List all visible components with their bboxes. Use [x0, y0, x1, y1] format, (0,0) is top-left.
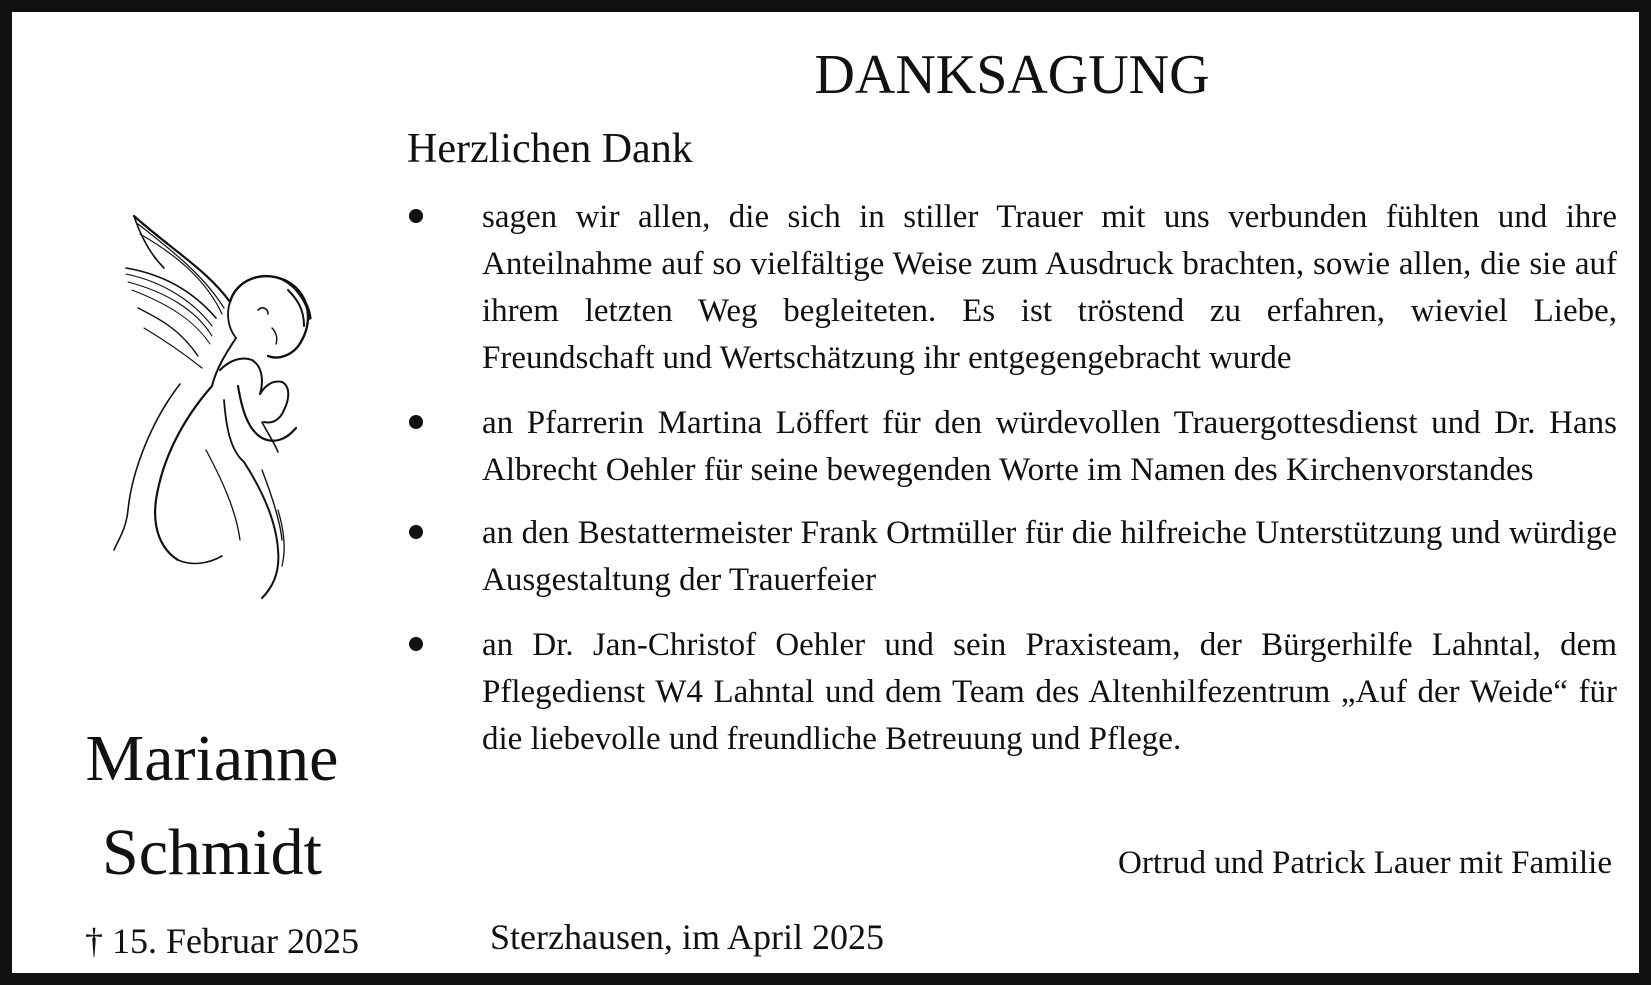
deceased-last-name: Schmidt	[101, 816, 322, 889]
place-date: Sterzhausen, im April 2025	[490, 917, 884, 957]
thanks-item-text: an den Bestattermeister Frank Ortmüller für die hilfreiche Unterstützung und würdige Ausgestaltung der Trauerfeier	[482, 515, 1617, 598]
bullet-dot-icon	[409, 637, 423, 651]
bullet-dot-icon	[409, 525, 423, 539]
thanks-item-text: an Dr. Jan-Christof Oehler und sein Praxisteam, der Bürgerhilfe Lahntal, dem Pflegedienst W4 Lahntal und dem Team des Altenhilfezentrum „Auf der Weide“ für die liebevolle und freundliche Betreuung und Pflege.	[482, 627, 1617, 757]
thanks-item	[407, 194, 1617, 382]
thanks-list	[407, 194, 1617, 781]
bullet-dot-icon	[409, 415, 423, 429]
notice-heading: DANKSAGUNG	[814, 44, 1210, 106]
praying-angel-icon	[112, 210, 332, 600]
deceased-name	[42, 712, 382, 900]
bullet-dot-icon	[409, 209, 423, 223]
deceased-first-name: Marianne	[85, 722, 339, 795]
thanks-item-text: sagen wir allen, die sich in stiller Trauer mit uns verbunden fühlten und ihre Anteilnahme auf so vielfältige Weise zum Ausdruck brachten, sowie allen, die sie auf ihrem letzten Weg begleiteten. Es ist tröstend zu erfahren, wieviel Liebe, Freundschaft und Wertschätzung ihr entgegengebracht wurde	[482, 199, 1617, 376]
thanks-item-text: an Pfarrerin Martina Löffert für den würdevollen Trauergottesdienst und Dr. Hans Albrecht Oehler für seine bewegenden Worte im Namen des Kirchenvorstandes	[482, 405, 1617, 488]
signature: Ortrud und Patrick Lauer mit Familie	[1118, 845, 1612, 881]
notice-subheading: Herzlichen Dank	[407, 126, 693, 172]
death-date: † 15. Februar 2025	[85, 921, 359, 961]
thanks-item	[407, 622, 1617, 763]
thanks-item	[407, 400, 1617, 494]
thanks-item	[407, 510, 1617, 604]
